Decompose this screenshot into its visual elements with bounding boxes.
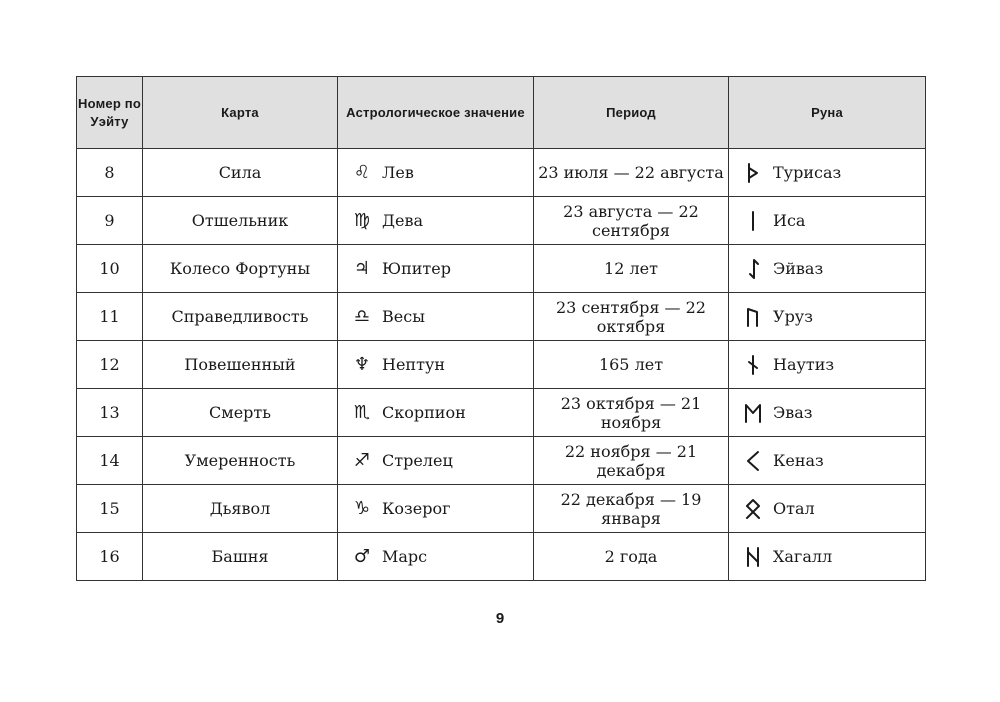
table-row bbox=[77, 437, 926, 485]
rune-wrap bbox=[729, 149, 925, 196]
cell-card: Смерть bbox=[143, 389, 338, 437]
astro-wrap bbox=[338, 245, 533, 292]
cell-rune bbox=[729, 341, 926, 389]
table-row bbox=[77, 149, 926, 197]
rune-label: Уруз bbox=[773, 307, 813, 326]
rune-label: Хагалл bbox=[773, 547, 833, 566]
cell-rune bbox=[729, 149, 926, 197]
cell-astro bbox=[338, 485, 534, 533]
rune-wrap bbox=[729, 485, 925, 532]
capricorn-icon: ♑ bbox=[353, 497, 371, 519]
table-row bbox=[77, 485, 926, 533]
astro-wrap bbox=[338, 389, 533, 436]
cell-rune bbox=[729, 437, 926, 485]
rune-label: Эваз bbox=[773, 403, 813, 422]
cell-number: 8 bbox=[77, 149, 143, 197]
libra-icon: ♎ bbox=[353, 305, 371, 327]
uruz-rune-icon bbox=[741, 306, 765, 328]
astro-wrap bbox=[338, 293, 533, 340]
cell-period: 23 июля — 22 августа bbox=[534, 149, 729, 197]
mars-icon: ♂ bbox=[353, 545, 371, 567]
astro-wrap bbox=[338, 149, 533, 196]
table-row bbox=[77, 389, 926, 437]
virgo-icon: ♍ bbox=[353, 209, 371, 231]
cell-rune bbox=[729, 197, 926, 245]
cell-period: 22 декабря — 19 января bbox=[534, 485, 729, 533]
cell-card: Сила bbox=[143, 149, 338, 197]
astro-label: Дева bbox=[382, 211, 424, 230]
astro-wrap bbox=[338, 533, 533, 580]
cell-astro bbox=[338, 245, 534, 293]
table-row bbox=[77, 341, 926, 389]
cell-card: Повешенный bbox=[143, 341, 338, 389]
eihwaz-rune-icon bbox=[741, 258, 765, 280]
cell-number: 15 bbox=[77, 485, 143, 533]
rune-label: Отал bbox=[773, 499, 815, 518]
cell-card: Справедливость bbox=[143, 293, 338, 341]
rune-wrap bbox=[729, 341, 925, 388]
rune-label: Кеназ bbox=[773, 451, 824, 470]
sagittarius-icon: ♐ bbox=[353, 449, 371, 471]
cell-card: Отшельник bbox=[143, 197, 338, 245]
cell-period: 23 августа — 22 сентября bbox=[534, 197, 729, 245]
astro-wrap bbox=[338, 485, 533, 532]
jupiter-icon: ♃ bbox=[353, 257, 371, 279]
table-row bbox=[77, 197, 926, 245]
astro-label: Лев bbox=[382, 163, 414, 182]
cell-number: 11 bbox=[77, 293, 143, 341]
cell-card: Дьявол bbox=[143, 485, 338, 533]
scorpio-icon: ♏ bbox=[353, 401, 371, 423]
astro-wrap bbox=[338, 341, 533, 388]
page-number: 9 bbox=[495, 610, 505, 627]
astro-label: Юпитер bbox=[382, 259, 451, 278]
cell-period: 2 года bbox=[534, 533, 729, 581]
rune-wrap bbox=[729, 437, 925, 484]
rune-label: Эйваз bbox=[773, 259, 824, 278]
astro-label: Весы bbox=[382, 307, 425, 326]
rune-wrap bbox=[729, 293, 925, 340]
cell-rune bbox=[729, 389, 926, 437]
table-header-row bbox=[77, 77, 926, 149]
cell-astro bbox=[338, 389, 534, 437]
rune-label: Иса bbox=[773, 211, 806, 230]
table-row bbox=[77, 533, 926, 581]
cell-period: 23 октября — 21 ноября bbox=[534, 389, 729, 437]
cell-astro bbox=[338, 293, 534, 341]
cell-card: Колесо Фортуны bbox=[143, 245, 338, 293]
astro-label: Марс bbox=[382, 547, 428, 566]
header-card: Карта bbox=[143, 77, 338, 149]
cell-astro bbox=[338, 197, 534, 245]
astro-label: Козерог bbox=[382, 499, 451, 518]
nauthiz-rune-icon bbox=[741, 354, 765, 376]
rune-wrap bbox=[729, 197, 925, 244]
cell-number: 9 bbox=[77, 197, 143, 245]
leo-icon: ♌ bbox=[353, 161, 371, 183]
cell-period: 165 лет bbox=[534, 341, 729, 389]
rune-label: Турисаз bbox=[773, 163, 842, 182]
cell-period: 23 сентября — 22 октября bbox=[534, 293, 729, 341]
rune-wrap bbox=[729, 245, 925, 292]
cell-astro bbox=[338, 437, 534, 485]
neptune-icon: ♆ bbox=[353, 353, 371, 375]
cell-astro bbox=[338, 149, 534, 197]
table-body bbox=[77, 149, 926, 581]
cell-astro bbox=[338, 533, 534, 581]
cell-period: 22 ноября — 21 декабря bbox=[534, 437, 729, 485]
table-row bbox=[77, 293, 926, 341]
cell-number: 13 bbox=[77, 389, 143, 437]
rune-wrap bbox=[729, 533, 925, 580]
cell-period: 12 лет bbox=[534, 245, 729, 293]
header-astro: Астрологическое значение bbox=[338, 77, 534, 149]
cell-rune bbox=[729, 293, 926, 341]
cell-number: 10 bbox=[77, 245, 143, 293]
table-row bbox=[77, 245, 926, 293]
thurisaz-rune-icon bbox=[741, 162, 765, 184]
cell-card: Умеренность bbox=[143, 437, 338, 485]
astro-label: Нептун bbox=[382, 355, 446, 374]
rune-wrap bbox=[729, 389, 925, 436]
astro-wrap bbox=[338, 197, 533, 244]
kenaz-rune-icon bbox=[741, 450, 765, 472]
rune-label: Наутиз bbox=[773, 355, 835, 374]
cell-rune bbox=[729, 245, 926, 293]
astro-label: Стрелец bbox=[382, 451, 453, 470]
header-rune: Руна bbox=[729, 77, 926, 149]
ehwaz-rune-icon bbox=[741, 402, 765, 424]
astro-label: Скорпион bbox=[382, 403, 466, 422]
astro-wrap bbox=[338, 437, 533, 484]
header-number: Номер по Уэйту bbox=[77, 77, 143, 149]
cell-rune bbox=[729, 533, 926, 581]
tarot-correspondence-table bbox=[76, 76, 926, 581]
cell-rune bbox=[729, 485, 926, 533]
isa-rune-icon bbox=[741, 210, 765, 232]
cell-number: 14 bbox=[77, 437, 143, 485]
cell-astro bbox=[338, 341, 534, 389]
cell-number: 12 bbox=[77, 341, 143, 389]
header-period: Период bbox=[534, 77, 729, 149]
othala-rune-icon bbox=[741, 498, 765, 520]
cell-card: Башня bbox=[143, 533, 338, 581]
hagalaz-rune-icon bbox=[741, 546, 765, 568]
cell-number: 16 bbox=[77, 533, 143, 581]
